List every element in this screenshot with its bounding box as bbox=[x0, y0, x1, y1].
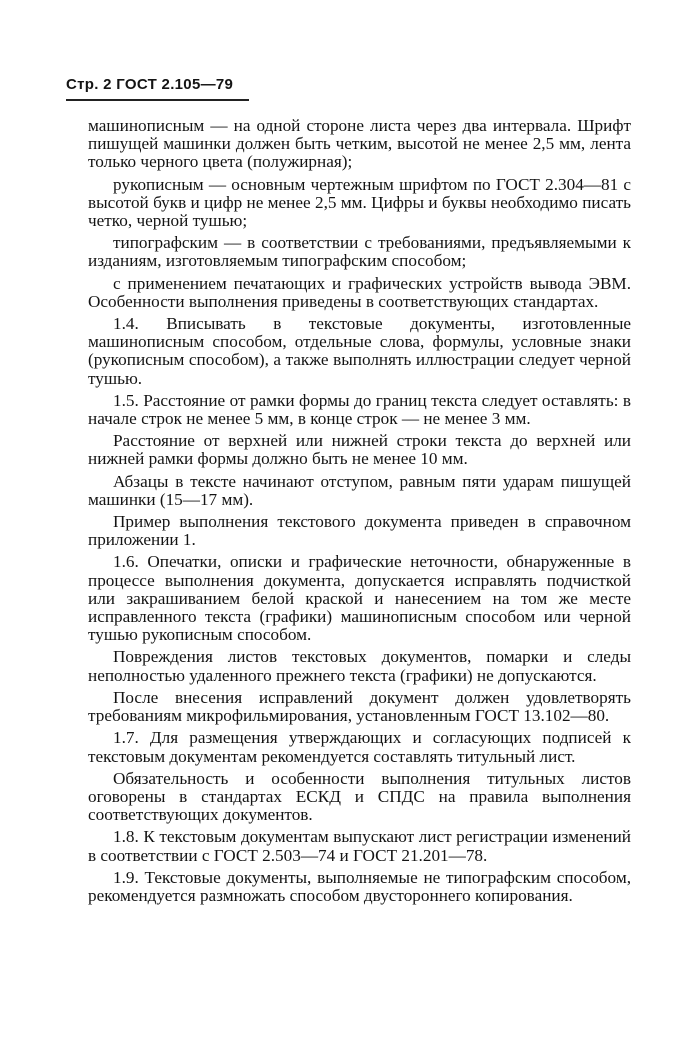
paragraph-1-9: 1.9. Текстовые документы, выполняемые не типографским способом, рекомендуется размножать способом двустороннего копирования. bbox=[88, 867, 631, 905]
paragraph-1-4: 1.4. Вписывать в текстовые документы, изготовленные машинописным способом, отдельные слова, формулы, условные знаки (рукописным способом), а также выполнять иллюстрации следует черной тушью. bbox=[88, 314, 631, 388]
paragraph-title-sheets: Обязательность и особенности выполнения титульных листов оговорены в стандартах ЕСКД и СПДС на правила выполнения соответствующих документов. bbox=[88, 768, 631, 825]
paragraph-example-reference: Пример выполнения текстового документа приведен в справочном приложении 1. bbox=[88, 512, 631, 550]
paragraph-indents: Абзацы в тексте начинают отступом, равным пяти ударам пишущей машинки (15—17 мм). bbox=[88, 471, 631, 509]
paragraph-1-6: 1.6. Опечатки, описки и графические неточности, обнаруженные в процессе выполнения документа, допускается исправлять подчисткой или закрашиванием белой краской и нанесением на том же месте исправленного текста (графики) машинописным способом или черной тушью рукописным способом. bbox=[88, 552, 631, 645]
paragraph-typewritten: машинописным — на одной стороне листа через два интервала. Шрифт пишущей машинки должен быть четким, высотой не менее 2,5 мм, лента только черного цвета (полужирная); bbox=[88, 116, 631, 172]
paragraph-microfilming: После внесения исправлений документ должен удовлетворять требованиям микрофильмирования, установленным ГОСТ 13.102—80. bbox=[88, 687, 631, 726]
paragraph-margins-top-bottom: Расстояние от верхней или нижней строки текста до верхней или нижней рамки формы должно быть не менее 10 мм. bbox=[88, 431, 631, 469]
paragraph-1-8: 1.8. К текстовым документам выпускают лист регистрации изменений в соответствии с ГОСТ 2.503—74 и ГОСТ 21.201—78. bbox=[88, 827, 631, 865]
document-body bbox=[88, 117, 631, 909]
paragraph-1-7: 1.7. Для размещения утверждающих и согласующих подписей к текстовым документам рекомендуется составлять титульный лист. bbox=[88, 728, 631, 766]
paragraph-computer-output: с применением печатающих и графических устройств вывода ЭВМ. Особенности выполнения приведены в соответствующих стандартах. bbox=[88, 273, 631, 311]
paragraph-1-5: 1.5. Расстояние от рамки формы до границ текста следует оставлять: в начале строк не менее 5 мм, в конце строк — не менее 3 мм. bbox=[88, 390, 631, 429]
paragraph-damage: Повреждения листов текстовых документов, помарки и следы неполностью удаленного прежнего текста (графики) не допускаются. bbox=[88, 647, 631, 685]
paragraph-typographic: типографским — в соответствии с требованиями, предъявляемыми к изданиям, изготовляемым типографским способом; bbox=[88, 233, 631, 271]
paragraph-handwritten: рукописным — основным чертежным шрифтом по ГОСТ 2.304—81 с высотой букв и цифр не менее 2,5 мм. Цифры и буквы необходимо писать четко, черной тушью; bbox=[88, 174, 631, 231]
page-header: Стр. 2 ГОСТ 2.105—79 bbox=[66, 76, 234, 93]
header-rule bbox=[66, 99, 249, 101]
